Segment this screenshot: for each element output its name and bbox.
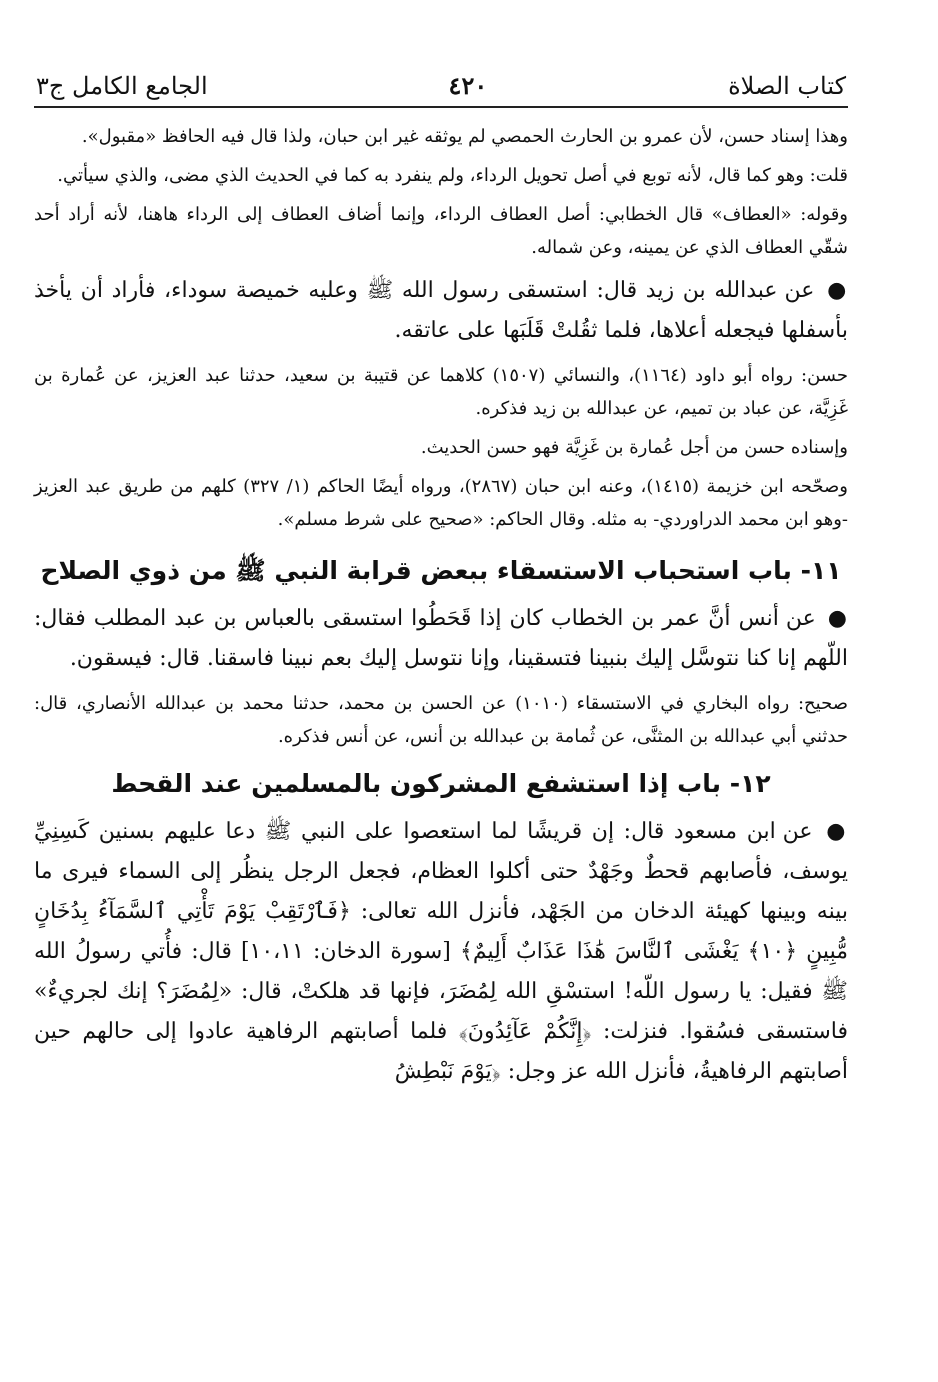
- hadith-text: [34, 598, 848, 679]
- bullet-icon: ●: [827, 277, 849, 303]
- commentary-paragraph: وهذا إسناد حسن، لأن عمرو بن الحارث الحمصي لم يوثقه غير ابن حبان، ولذا قال فيه الحافظ «مقبول».: [81, 126, 848, 147]
- book-section-title: كتاب الصلاة: [728, 72, 846, 100]
- commentary-paragraph: وقوله: «العطاف» قال الخطابي: أصل العطاف الرداء، وإنما أضاف العطاف إلى الرداء هاهنا، لأنه أراد أحد شقّي العطاف الذي عن يمينه، وعن شماله.: [34, 204, 848, 258]
- page-header: [34, 58, 848, 108]
- hadith-body: عن ابن مسعود قال: إن قريشًا لما استعصوا على النبي ﷺ دعا عليهم بسنين كَسِنِيِّ يوسف، فأصابهم قحطٌ وجَهْدٌ حتى أكلوا العظام، فجعل الرجل ينظُر إلى السماء فيرى ما بينه وبينها كهيئة الدخان من الجَهْد، فأنزل الله تعالى: ﴿فَٱرْتَقِبْ يَوْمَ تَأْتِي ٱلسَّمَآءُ بِدُخَانٍ مُّبِينٍ ﴿١٠﴾ يَغْشَى ٱلنَّاسَ هَٰذَا عَذَابٌ أَلِيمٌ﴾ [سورة الدخان: ١٠،١١] قال: فأُتي رسولُ الله ﷺ فقيل: يا رسول اللّه! استسْقِ الله لِمُضَرَ، فإنها قد هلكتْ، قال: «لِمُضَرَ؟ إنك لجريءٌ» فاستسقى فسُقوا. فنزلت: ﴿إِنَّكُمْ عَآئِدُونَ﴾ فلما أصابتهم الرفاهية عادوا إلى حالهم حين أصابتهم الرفاهيةُ، فأنزل الله عز وجل: ﴿يَوْمَ نَبْطِشُ: [34, 819, 849, 1084]
- page-number: ٤٢٠: [448, 71, 488, 100]
- commentary-paragraph: وإسناده حسن من أجل عُمارة بن غَزِيَّة فهو حسن الحديث.: [420, 437, 848, 458]
- commentary-paragraph: قلت: وهو كما قال، لأنه توبع في أصل تحويل الرداء، ولم ينفرد به كما في الحديث الذي مضى، والذي سيأتي.: [57, 165, 848, 186]
- bullet-icon: ●: [826, 818, 849, 844]
- hadith-body: عن عبدالله بن زيد قال: استسقى رسول الله ﷺ وعليه خميصة سوداء، فأراد أن يأخذ بأسفلها فيجعله أعلاها، فلما ثقُلتْ قَلَبَها على عاتقه.: [34, 278, 848, 343]
- bullet-icon: ●: [827, 605, 848, 631]
- hadith-body: عن أنس أنَّ عمر بن الخطاب كان إذا قَحَطُوا استسقى بالعباس بن عبد المطلب فقال: اللّهم إنا كنا نتوسَّل إليك بنبينا فتسقينا، وإنا نتوسل إليك بعم نبينا فاسقنا. قال: فيسقون.: [34, 606, 848, 671]
- commentary-paragraph: حسن: رواه أبو داود (١١٦٤)، والنسائي (١٥٠٧) كلاهما عن قتيبة بن سعيد، حدثنا عبد العزيز، عن عُمارة بن غَزِيَّة، عن عباد بن تميم، عن عبدالله بن زيد فذكره.: [34, 365, 848, 419]
- page-body: [34, 108, 848, 1092]
- hadith-text: [34, 270, 848, 351]
- hadith-text: [34, 811, 848, 1092]
- chapter-heading: ١١- باب استحباب الاستسقاء ببعض قرابة النبي ﷺ من ذوي الصلاح: [40, 556, 842, 585]
- chapter-heading: ١٢- باب إذا استشفع المشركون بالمسلمين عند القحط: [111, 769, 771, 798]
- commentary-paragraph: صحيح: رواه البخاري في الاستسقاء (١٠١٠) عن الحسن بن محمد، حدثنا محمد بن عبدالله الأنصاري، قال: حدثني أبي عبدالله بن المثنَّى، عن ثُمامة بن عبدالله بن أنس، عن أنس فذكره.: [34, 693, 848, 747]
- commentary-paragraph: وصحّحه ابن خزيمة (١٤١٥)، وعنه ابن حبان (٢٨٦٧)، ورواه أيضًا الحاكم (١/ ٣٢٧) كلهم من طريق عبد العزيز -وهو ابن محمد الدراوردي- به مثله. وقال الحاكم: «صحيح على شرط مسلم».: [34, 476, 848, 530]
- book-volume-title: الجامع الكامل ج٣: [36, 72, 208, 100]
